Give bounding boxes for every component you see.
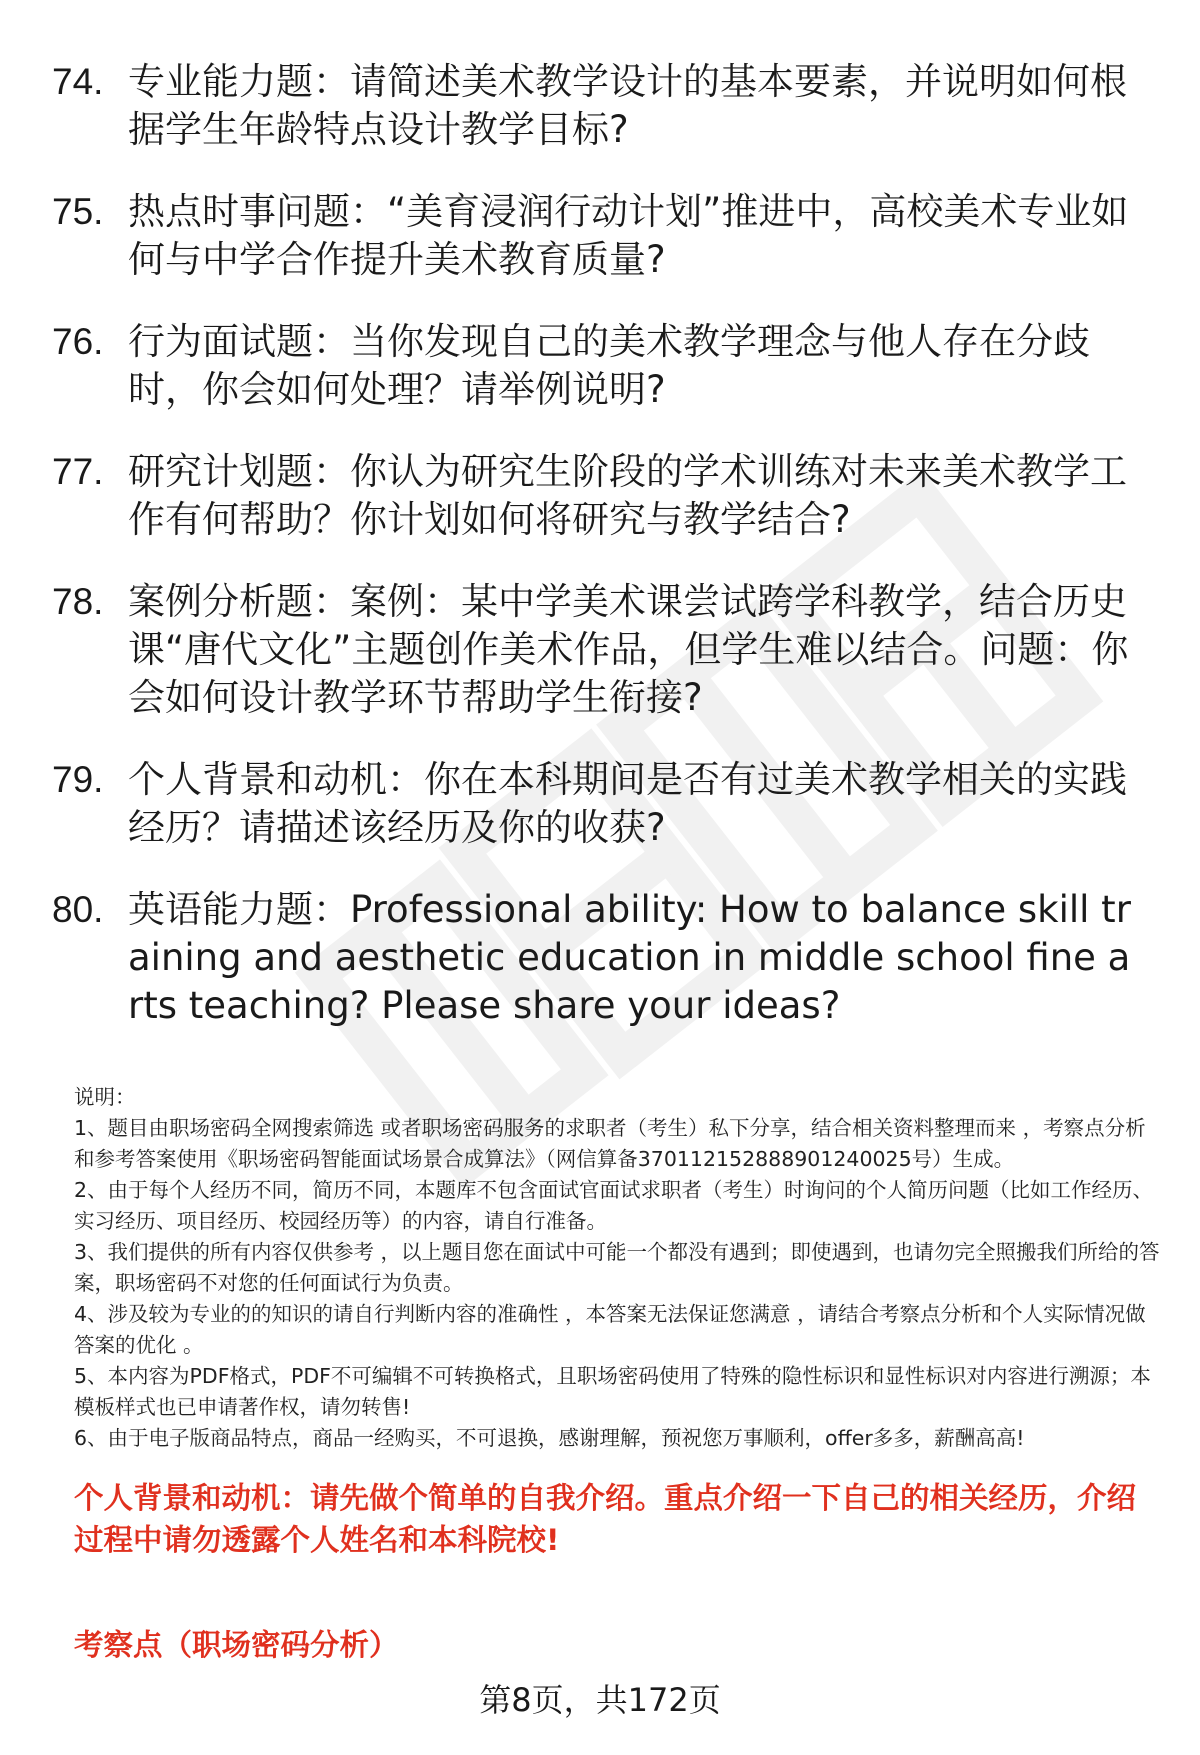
featured-question: 个人背景和动机：请先做个简单的自我介绍。重点介绍一下自己的相关经历，介绍过程中请勿透露个人姓名和本科院校! — [74, 1481, 1137, 1557]
question-item — [52, 886, 1152, 1030]
question-number: 75. — [52, 191, 104, 232]
note-item: 4、涉及较为专业的的知识的请自行判断内容的准确性 ，本答案无法保证您满意 ，请结合考察点分析和个人实际情况做答案的优化 。 — [74, 1302, 1146, 1357]
question-item — [52, 448, 1152, 544]
note-item: 1、题目由职场密码全网搜索筛选 或者职场密码服务的求职者（考生）私下分享，结合相关资料整理而来 ，考察点分析和参考答案使用《职场密码智能面试场景合成算法》（网信算备370112152888901240025号）生成。 — [74, 1116, 1146, 1171]
question-text: 研究计划题：你认为研究生阶段的学术训练对未来美术教学工作有何帮助？你计划如何将研究与教学结合? — [128, 450, 1127, 541]
question-text: 行为面试题：当你发现自己的美术教学理念与他人存在分歧时，你会如何处理？请举例说明? — [128, 320, 1090, 411]
note-item: 5、本内容为PDF格式，PDF不可编辑不可转换格式，且职场密码使用了特殊的隐性标识和显性标识对内容进行溯源；本模板样式也已申请著作权，请勿转售! — [74, 1364, 1151, 1419]
analysis-section-heading: 考察点（职场密码分析） — [74, 1628, 399, 1662]
notes-heading: 说明： — [74, 1085, 136, 1109]
question-number: 74. — [52, 61, 104, 102]
note-item: 6、由于电子版商品特点，商品一经购买，不可退换，感谢理解，预祝您万事顺利，offer多多，薪酬高高! — [74, 1426, 1025, 1450]
question-text: 热点时事问题：“美育浸润行动计划”推进中，高校美术专业如何与中学合作提升美术教育质量? — [128, 190, 1129, 281]
question-item — [52, 188, 1152, 284]
question-text: 专业能力题：请简述美术教学设计的基本要素，并说明如何根据学生年龄特点设计教学目标? — [128, 60, 1127, 151]
page-number: 第8页，共172页 — [479, 1681, 721, 1719]
note-item: 3、我们提供的所有内容仅供参考 ，以上题目您在面试中可能一个都没有遇到；即使遇到，也请勿完全照搬我们所给的答案，职场密码不对您的任何面试行为负责。 — [74, 1240, 1160, 1295]
question-number: 79. — [52, 759, 104, 800]
note-item: 2、由于每个人经历不同，简历不同，本题库不包含面试官面试求职者（考生）时询问的个人简历问题（比如工作经历、实习经历、项目经历、校园经历等）的内容，请自行准备。 — [74, 1178, 1154, 1233]
question-text: 个人背景和动机：你在本科期间是否有过美术教学相关的实践经历？请描述该经历及你的收获? — [128, 758, 1127, 849]
question-item — [52, 578, 1152, 722]
question-item — [52, 756, 1152, 852]
question-item — [52, 318, 1152, 414]
question-number: 76. — [52, 321, 104, 362]
disclaimer-notes — [74, 1082, 1162, 1454]
question-list — [52, 58, 1152, 1064]
question-item — [52, 58, 1152, 154]
question-number: 80. — [52, 889, 104, 930]
question-number: 78. — [52, 581, 104, 622]
question-text: 英语能力题：Professional ability: How to balance skill training and aesthetic education in middle school fine arts teaching? Please share your ideas? — [128, 888, 1131, 1027]
question-number: 77. — [52, 451, 104, 492]
question-text: 案例分析题：案例：某中学美术课尝试跨学科教学，结合历史课“唐代文化”主题创作美术作品，但学生难以结合。问题：你会如何设计教学环节帮助学生衔接? — [128, 580, 1129, 719]
